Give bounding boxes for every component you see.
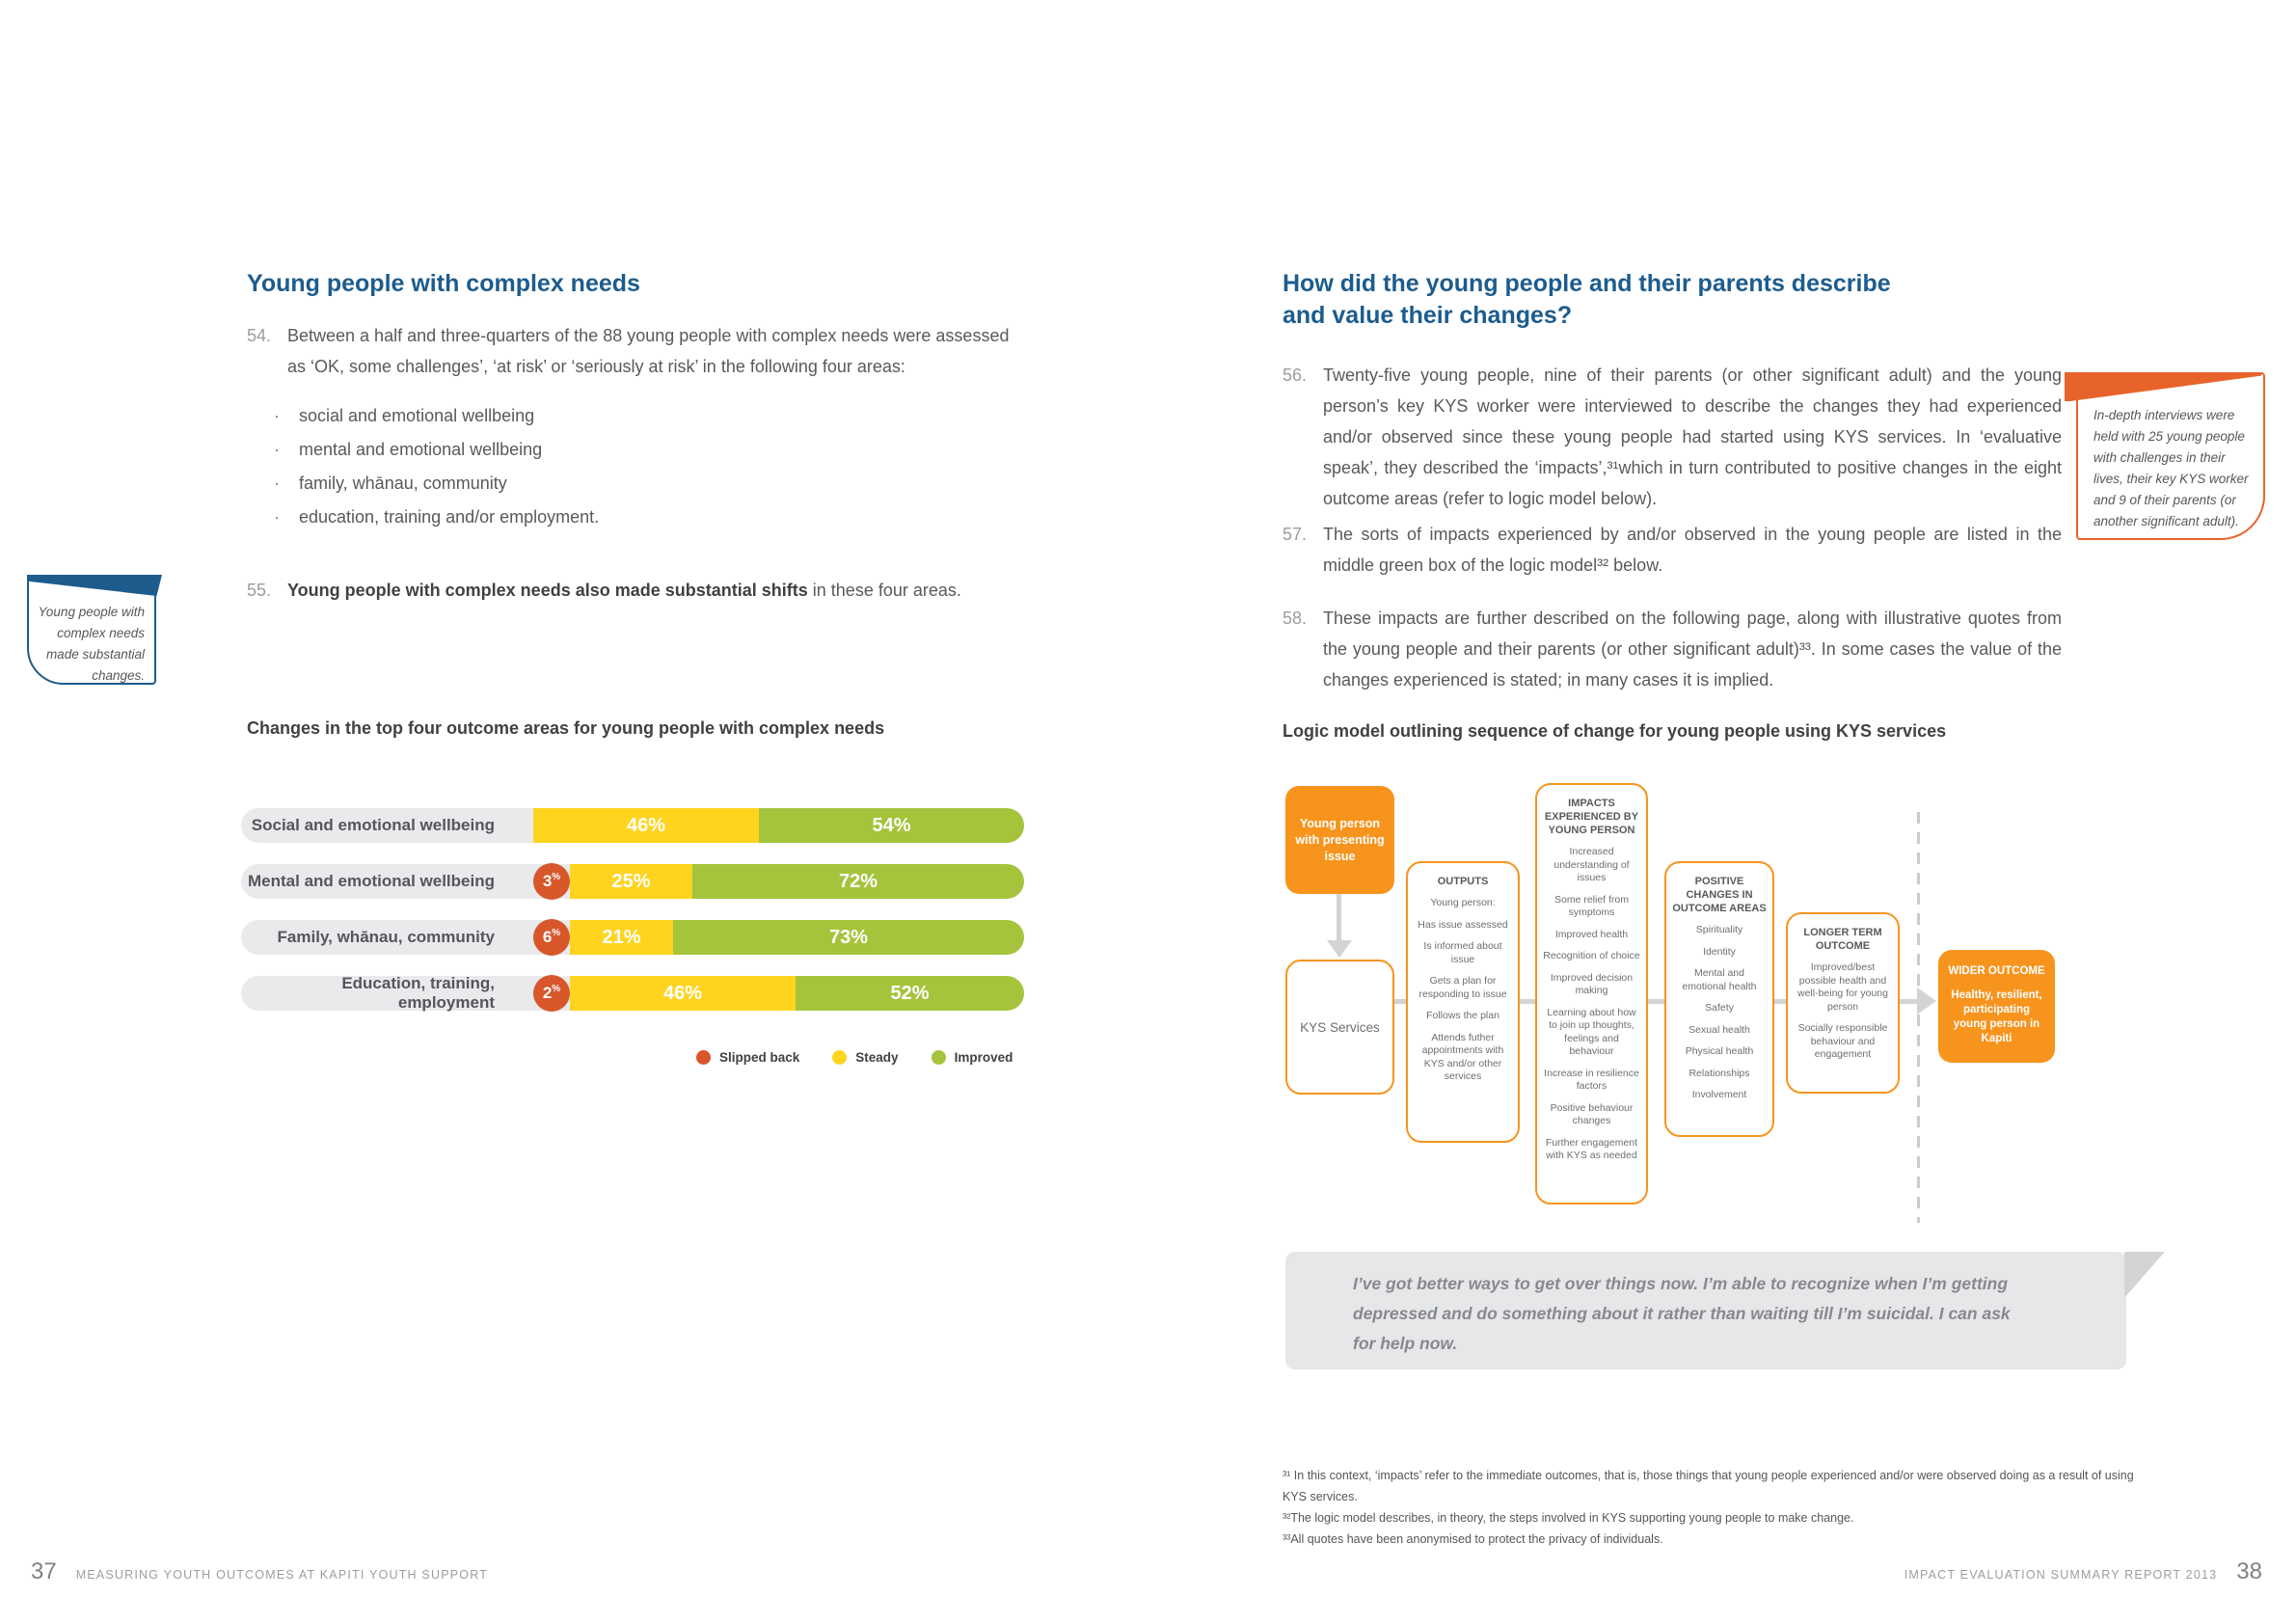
box-item: Attends futher appointments with KYS and/or other services (1421, 1031, 1504, 1082)
box-item: Further engagement with KYS as needed (1545, 1136, 1638, 1161)
bar-row (241, 864, 1024, 899)
bar-segment-improved: 72% (692, 864, 1024, 899)
para-56-number: 56. (1283, 365, 1308, 385)
para-58-text: These impacts are further described on the following page, along with illustrative quotes from the young people and their parents (or other significant adult)³³. In some cases the value of the changes experienced is stated; in many cases it is implied. (1323, 609, 2062, 690)
para-57-text: The sorts of impacts experienced by and/or observed in the young people are listed in the middle green box of the logic model³² below. (1323, 525, 2062, 575)
bar-category-label: Education, training, employment (341, 974, 495, 1012)
para-54 (247, 320, 1028, 382)
page-number: 38 (2236, 1558, 2262, 1584)
bar-category-label: Social and emotional wellbeing (251, 816, 495, 834)
right-page-title (1283, 268, 1891, 332)
percent-sign: % (552, 927, 561, 938)
para-54-text: Between a half and three-quarters of the 88 young people with complex needs were assessed as ‘OK, some challenges’, ‘at risk’ or ‘seriously at risk’ in the following four areas: (287, 326, 1010, 376)
bullet-icon: · (274, 507, 280, 527)
bar-segment-slipped (533, 919, 570, 956)
outcome-areas-list (274, 405, 599, 540)
box-item: Learning about how to join up thoughts, feelings and behaviour (1547, 1006, 1636, 1057)
right-arrow-icon (1917, 988, 1936, 1015)
bar-category-label: Mental and emotional wellbeing (248, 872, 495, 890)
legend-dot-icon (696, 1050, 711, 1065)
para-57 (1283, 519, 2064, 581)
right-title-line1: How did the young people and their parents describe (1283, 270, 1891, 297)
para-55-rest: in these four areas. (807, 581, 961, 600)
para-57-number: 57. (1283, 525, 1308, 544)
box-header: LONGER TERM OUTCOME (1803, 927, 1882, 952)
list-item-text: education, training and/or employment. (299, 507, 600, 527)
bullet-icon: · (274, 474, 280, 493)
segment-value: 2 (542, 984, 553, 1002)
box-item: Improved health (1554, 928, 1629, 940)
box-item: Sexual health (1688, 1023, 1750, 1036)
box-item: Is informed about issue (1423, 940, 1502, 965)
para-58-number: 58. (1283, 609, 1308, 628)
left-page-footer (31, 1558, 488, 1585)
para-55-bold: Young people with complex needs also made substantial shifts (287, 581, 808, 600)
legend-dot-icon (832, 1050, 847, 1065)
list-item-text: social and emotional wellbeing (299, 406, 535, 425)
quote-bubble (1285, 1252, 2126, 1369)
box-item: Spirituality (1695, 924, 1743, 935)
bar-segment-improved: 73% (673, 920, 1024, 955)
footer-caption: MEASURING YOUTH OUTCOMES AT KAPITI YOUTH SUPPORT (75, 1568, 489, 1582)
box-header: IMPACTS EXPERIENCED BY YOUNG PERSON (1544, 798, 1639, 836)
logic-box-impacts (1535, 783, 1648, 1204)
flow-line-vertical (1337, 892, 1341, 942)
box-header: POSITIVE CHANGES IN OUTCOME AREAS (1672, 876, 1767, 914)
right-page-footer (1904, 1558, 2262, 1585)
bar-segment-improved: 54% (759, 808, 1024, 843)
legend-dot-icon (932, 1050, 946, 1065)
box-item: Socially responsible behaviour and engagement (1797, 1022, 1888, 1060)
box-text: Healthy, resilient, participating young person in Kapiti (1951, 989, 2042, 1044)
legend-label: Steady (855, 1050, 899, 1065)
logic-box-outputs (1406, 861, 1520, 1143)
callout-text: In-depth interviews were held with 25 young people with challenges in their lives, their key KYS worker and 9 of their parents (or another significant adult). (2093, 408, 2249, 528)
list-item (274, 439, 599, 460)
box-item: Has issue assessed (1418, 918, 1508, 931)
callout-text: Young people with complex needs made substantial changes. (38, 605, 145, 683)
para-56-text: Twenty-five young people, nine of their parents (or other significant adult) and the young person’s key KYS worker were interviewed to describe the changes they had experienced and/or observed since these young people had started using KYS services. In ‘evaluative speak’, they described the ‘impacts’,³¹which in turn contributed to positive changes in the eight outcome areas (refer to logic model below). (1323, 365, 2062, 508)
box-item: Recognition of choice (1543, 950, 1640, 961)
box-item: Physical health (1685, 1045, 1754, 1057)
box-header: OUTPUTS (1437, 876, 1489, 887)
bar-category-label: Family, whānau, community (277, 928, 495, 946)
para-54-number: 54. (247, 326, 272, 345)
para-56 (1283, 360, 2064, 514)
legend-item (832, 1050, 898, 1065)
interview-callout-orange (2076, 372, 2265, 540)
box-item: Mental and emotional health (1682, 967, 1757, 992)
list-item (274, 506, 599, 528)
callout-wedge (27, 575, 162, 596)
bar-segment-steady: 46% (570, 976, 796, 1011)
bar-row (241, 920, 1024, 955)
quote-text: I’ve got better ways to get over things now. I’m able to recognize when I’m getting depressed and do something about it rather than waiting till I’m suicidal. I can ask for help now. (1353, 1274, 2011, 1353)
footnote: ³³All quotes have been anonymised to protect the privacy of individuals. (1283, 1532, 1663, 1546)
logic-box-longer-term-outcome (1786, 912, 1900, 1094)
legend-label: Improved (954, 1050, 1013, 1065)
para-55 (247, 575, 1028, 606)
bar-segment-steady: 25% (570, 864, 692, 899)
dashed-divider (1917, 812, 1920, 1223)
box-item: Follows the plan (1426, 1010, 1499, 1021)
footer-caption: IMPACT EVALUATION SUMMARY REPORT 2013 (1904, 1568, 2218, 1582)
left-page-title: Young people with complex needs (247, 270, 640, 297)
summary-callout-blue (27, 575, 156, 685)
box-item: Increase in resilience factors (1544, 1067, 1639, 1092)
legend-item (696, 1050, 799, 1065)
bar-row (241, 808, 1024, 843)
list-item-text: mental and emotional wellbeing (299, 440, 543, 459)
bar-segment-steady: 46% (533, 808, 759, 843)
legend-item (932, 1050, 1013, 1065)
logic-box-wider-outcome (1938, 950, 2055, 1063)
box-item: Improved/best possible health and well-being for young person (1797, 961, 1888, 1013)
chart-title: Changes in the top four outcome areas for young people with complex needs (247, 718, 885, 738)
box-item: Improved decision making (1550, 971, 1634, 996)
footnotes (1283, 1465, 2152, 1550)
percent-sign: % (552, 871, 561, 882)
logic-model-title: Logic model outlining sequence of change for young people using KYS services (1283, 721, 1947, 741)
logic-box-positive-changes (1664, 861, 1774, 1137)
box-header: WIDER OUTCOME (1948, 965, 2045, 977)
bubble-fold (2124, 1252, 2165, 1298)
bar-row (241, 976, 1024, 1011)
box-item: Young person: (1430, 897, 1496, 908)
segment-value: 3 (542, 872, 553, 890)
page-number: 37 (31, 1558, 57, 1584)
para-58 (1283, 603, 2064, 695)
para-55-number: 55. (247, 581, 272, 600)
bullet-icon: · (274, 440, 280, 459)
right-title-line2: and value their changes? (1283, 302, 1573, 329)
box-item: Positive behaviour changes (1550, 1101, 1634, 1126)
box-item: Identity (1703, 945, 1736, 958)
box-item: Involvement (1691, 1089, 1747, 1100)
box-item: Relationships (1688, 1067, 1750, 1079)
para-55-text (287, 575, 1026, 606)
bar-segment-slipped (533, 975, 570, 1012)
box-item: Safety (1705, 1002, 1734, 1014)
box-item: Increased understanding of issues (1553, 846, 1630, 883)
stacked-bar-chart (241, 808, 1024, 1013)
segment-value: 6 (542, 928, 553, 946)
list-item-text: family, whānau, community (299, 474, 507, 493)
bar-segment-slipped (533, 863, 570, 900)
bullet-icon: · (274, 406, 280, 425)
chart-legend (696, 1050, 1013, 1065)
down-arrow-icon (1327, 940, 1352, 958)
box-item: Gets a plan for responding to issue (1418, 975, 1507, 1000)
percent-sign: % (552, 983, 561, 994)
legend-label: Slipped back (719, 1050, 800, 1065)
footnote: ³¹ In this context, ‘impacts’ refer to the immediate outcomes, that is, those things that young people experienced and/or were observed doing as a result of using KYS services. (1283, 1469, 2134, 1503)
logic-box-presenting-issue: Young person with presenting issue (1285, 786, 1394, 894)
list-item (274, 405, 599, 426)
box-item: Some relief from symptoms (1553, 893, 1630, 918)
bar-segment-improved: 52% (796, 976, 1024, 1011)
footnote: ³²The logic model describes, in theory, the steps involved in KYS supporting young people to make change. (1283, 1511, 1854, 1525)
logic-box-kys-services: KYS Services (1285, 960, 1394, 1095)
list-item (274, 473, 599, 494)
callout-wedge (2065, 372, 2261, 401)
bar-segment-steady: 21% (570, 920, 673, 955)
